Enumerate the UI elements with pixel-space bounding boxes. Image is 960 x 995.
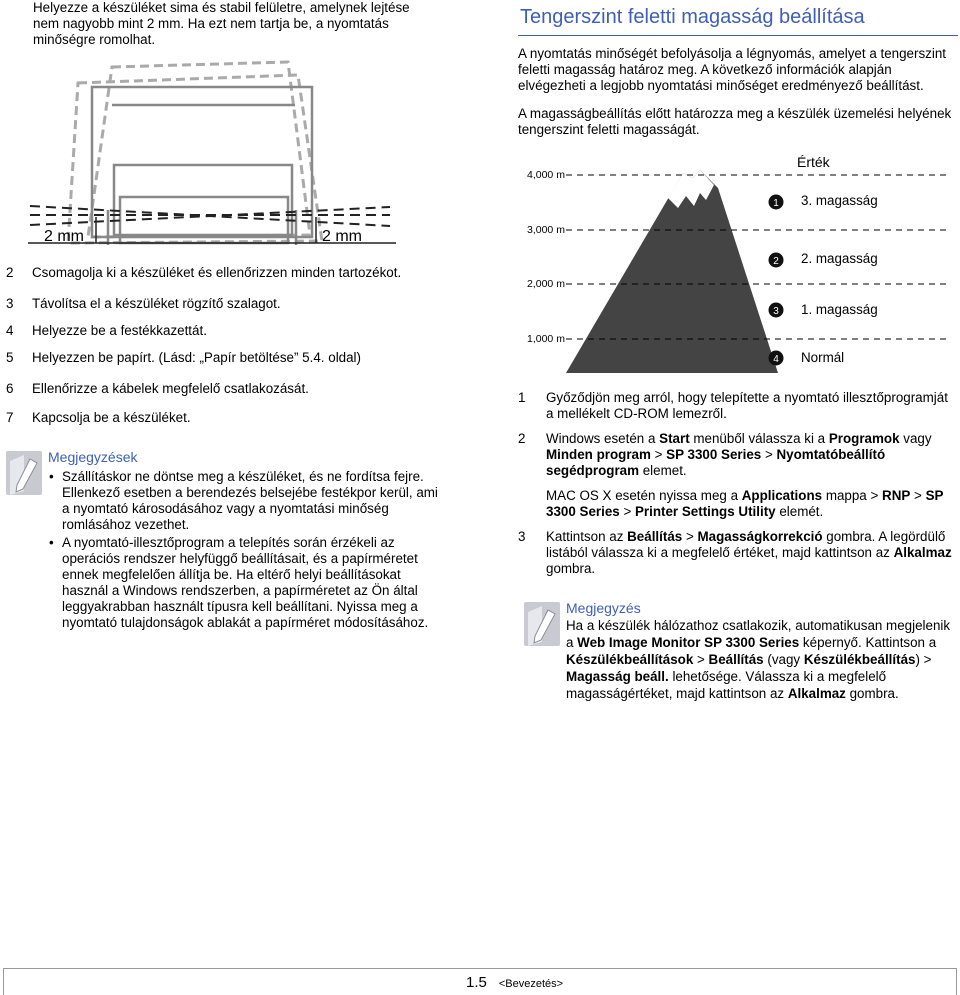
svg-text:3: 3 <box>773 306 779 317</box>
bold-term: Alkalmaz <box>787 686 846 701</box>
altitude-legend <box>769 193 878 366</box>
right-gap-label: 2 mm <box>322 228 362 245</box>
note-bullet: • A nyomtató-illesztőprogram a telepítés során érzékeli az operációs rendszer helyfüggő beállításait, és a papírméretet ennek megfelelően állítja be. Ha eltérő helyi beállításokat használ a Windows rendszerben, a papírméretet az Ön által leggyakrabban használt típusra kell beállítani. Nyissa meg a nyomtató tulajdonságok ablakát a papírméret módosításához. <box>48 535 448 631</box>
text-run: Kattintson az <box>546 529 628 544</box>
bold-term: Beállítás <box>627 529 683 544</box>
section-name: <Bevezetés> <box>498 978 564 990</box>
text-run: képernyő. Kattintson a <box>799 635 937 650</box>
text-run: Győződjön meg arról, hogy telepítette a nyomtató illesztőprogramját a mellékelt CD-ROM lemezről. <box>546 390 948 421</box>
step-item: 5 Helyezzen be papírt. (Lásd: „Papír betöltése” 5.4. oldal) <box>6 350 361 365</box>
note-icon <box>6 451 42 495</box>
footer <box>466 974 563 991</box>
bold-term: Készülékbeállítás <box>803 652 916 667</box>
value-column-label: Érték <box>797 154 830 170</box>
legend-label: 2. magasság <box>801 251 878 266</box>
step-item: 3 Távolítsa el a készüléket rögzítő szalagot. <box>6 296 281 311</box>
printer-level-figure <box>20 55 440 255</box>
heading-rule <box>518 35 958 36</box>
tilted-outline-2 <box>68 75 322 243</box>
altitude-step <box>518 488 958 520</box>
altitude-step: 1 Győződjön meg arról, hogy telepítette a nyomtató illesztőprogramját a mellékelt CD-ROM lemezről. <box>518 390 948 421</box>
left-gap-label: 2 mm <box>44 228 84 245</box>
step-item: 2 Csomagolja ki a készüléket és ellenőrizzen minden tartozékot. <box>6 265 402 280</box>
step-item: 6 Ellenőrizze a kábelek megfelelő csatlakozását. <box>6 381 309 396</box>
text-run: (vagy <box>763 652 804 667</box>
bold-term: Printer Settings Utility <box>634 504 776 519</box>
text-run: MAC OS X esetén nyissa meg a <box>546 488 742 503</box>
bold-term: Magasságkorrekció <box>697 529 823 544</box>
text-run: > <box>650 447 667 462</box>
level-label-2000: 2,000 m <box>527 278 565 290</box>
altitude-figure <box>518 148 958 378</box>
bold-term: Magasság beáll. <box>566 669 669 684</box>
text-run: gombra. A legördülő listából válassza ki a megfelelő értéket, majd kattintson az <box>546 529 946 560</box>
text-run: ) > <box>915 652 932 667</box>
bold-term: Programok <box>828 431 900 446</box>
page-number: 1.5 <box>466 974 487 991</box>
text-run: menüből válassza ki a <box>689 431 829 446</box>
bold-term: Minden program <box>546 447 651 462</box>
svg-text:4: 4 <box>773 354 779 365</box>
text-run: elemet. <box>639 463 687 478</box>
printer-front-panel <box>114 165 292 235</box>
note-title: Megjegyzés <box>566 600 641 616</box>
level-label-3000: 3,000 m <box>527 224 565 236</box>
text-run: gombra. <box>546 561 596 576</box>
svg-text:1: 1 <box>773 198 779 209</box>
text-run: > <box>761 447 777 462</box>
bold-term: Nyomtatóbeállító segédprogram <box>546 447 886 478</box>
note-bullet: • Szállításkor ne döntse meg a készüléket, és ne fordítsa fejre. Ellenkező esetben a berendezés belsejébe festékpor kerül, ami a nyomtató károsodásához vagy a nyomtatási minőség romlásához vezethet. <box>48 469 448 533</box>
intro-paragraph: A magasságbeállítás előtt határozza meg a készülék üzemelési helyének tengerszint feletti magasságát. <box>518 106 952 137</box>
bold-term: SP 3300 Series <box>546 488 944 519</box>
level-label-4000: 4,000 m <box>527 169 565 181</box>
legend-label: 1. magasság <box>801 302 878 317</box>
altitude-step: 2 Windows esetén a Start menüből válassza ki a Programok vagy Minden program > SP 3300 Series > Nyomtatóbeállító segédprogram elemet. <box>518 431 932 478</box>
step-item: 7 Kapcsolja be a készüléket. <box>6 410 191 425</box>
text-run: > <box>910 488 926 503</box>
printer-side-lines <box>108 210 296 245</box>
level-label-1000: 1,000 m <box>527 333 565 345</box>
note-icon <box>524 602 560 646</box>
bold-term: SP 3300 Series <box>666 447 762 462</box>
intro-text: Helyezze a készüléket sima és stabil felületre, amelynek lejtése nem nagyobb mint 2 mm. Ha ezt nem tartja be, a nyomtatás minőségre romolhat. <box>33 0 410 47</box>
intro-paragraph: A nyomtatás minőségét befolyásolja a légnyomás, amelyet a tengerszint feletti magasság határoz meg. A következő információk alapján elvégezheti a legjobb nyomtatási minőséget eredményező beállítást. <box>518 46 946 93</box>
text-run: elemét. <box>775 504 824 519</box>
bold-term: Web Image Monitor SP 3300 Series <box>577 635 800 650</box>
legend-label: Normál <box>801 350 845 365</box>
text-run: Ha a készülék hálózathoz csatlakozik, automatikusan megjelenik a <box>566 618 951 650</box>
text-run: > <box>693 652 709 667</box>
bold-term: Beállítás <box>708 652 764 667</box>
bold-term: RNP <box>882 488 911 503</box>
legend-label: 3. magasság <box>801 193 878 208</box>
notes-title: Megjegyzések <box>48 449 138 465</box>
text-run: gombra. <box>845 686 899 701</box>
step-item: 4 Helyezze be a festékkazettát. <box>6 323 207 338</box>
svg-text:2: 2 <box>773 256 779 267</box>
bold-term: Készülékbeállítások <box>566 652 694 667</box>
text-run: > <box>682 529 698 544</box>
bold-term: Start <box>659 431 690 446</box>
text-run: Windows esetén a <box>546 431 660 446</box>
text-run: > <box>619 504 635 519</box>
text-run: vagy <box>899 431 932 446</box>
section-heading: Tengerszint feletti magasság beállítása <box>520 6 865 28</box>
text-run: lehetősége. Válassza ki a megfelelő magasságértéket, majd kattintson az <box>566 669 887 701</box>
note-text <box>566 617 958 702</box>
altitude-step: 3 Kattintson az Beállítás > Magasságkorrekció gombra. A legördülő listából válassza ki a megfelelő értéket, majd kattintson az Alkalmaz gombra. <box>518 529 952 576</box>
text-run: mappa > <box>822 488 883 503</box>
altitude-steps <box>518 390 958 586</box>
bold-term: Alkalmaz <box>893 545 952 560</box>
bold-term: Applications <box>741 488 823 503</box>
